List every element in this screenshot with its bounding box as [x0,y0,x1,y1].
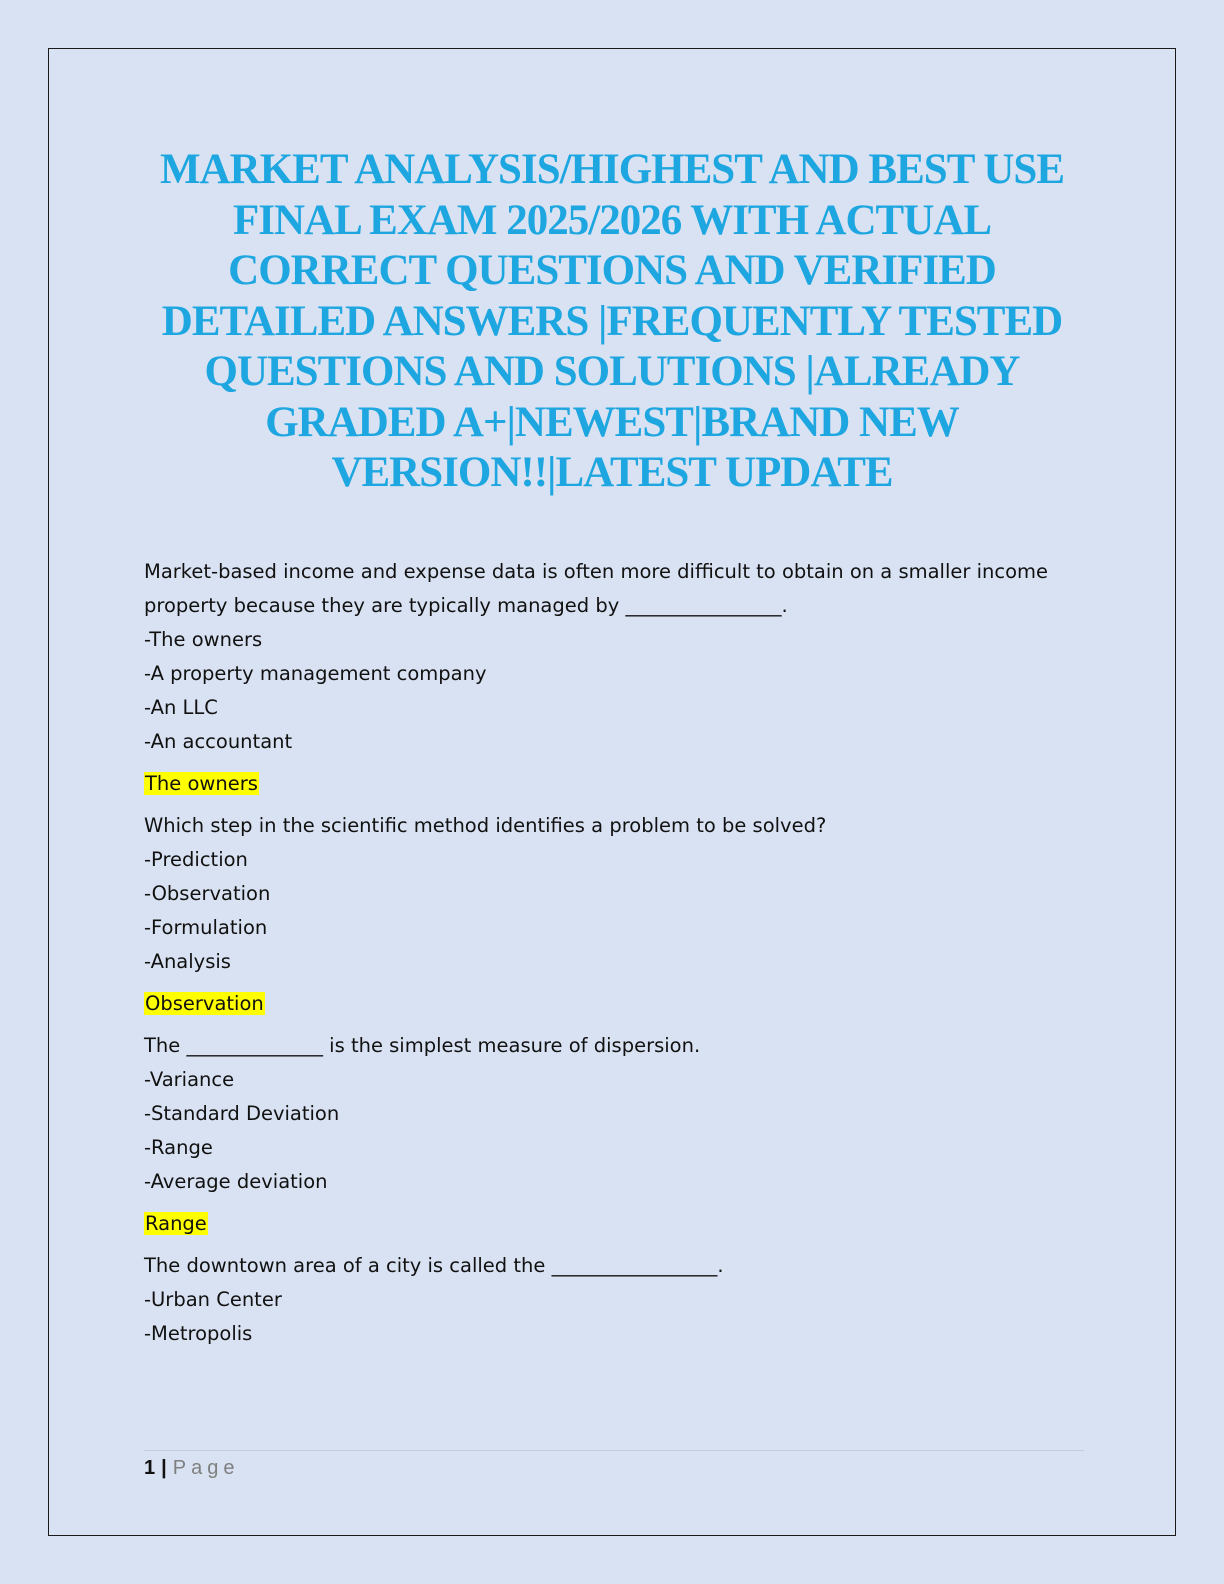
answer-option: -An accountant [144,730,293,753]
answer-option: -Prediction [144,848,248,871]
answer-option: -An LLC [144,696,218,719]
answer-option: -The owners [144,628,263,651]
answer-option: -Observation [144,882,271,905]
answer-option: -Variance [144,1068,235,1091]
answer-option: -Range [144,1136,213,1159]
correct-answer-row [144,979,1084,1029]
title-line: FINAL EXAM 2025/2026 WITH ACTUAL [232,196,992,244]
title-line: VERSION!!|LATEST UPDATE [331,449,893,496]
question-text: The downtown area of a city is called the _________________. [144,1254,724,1277]
page-footer [144,1453,239,1483]
question-text: Which step in the scientific method identifies a problem to be solved? [144,814,827,837]
page-label: Page [172,1457,240,1479]
question-block [144,1029,1084,1249]
document-title [120,145,1104,499]
title-line: GRADED A+|NEWEST|BRAND NEW [265,398,959,446]
answer-option: -Metropolis [144,1322,253,1345]
correct-answer-highlight: Range [145,1212,207,1235]
page-number: 1 [144,1457,156,1479]
question-text: property because they are typically managed by ________________. [144,594,788,617]
answer-option: -Average deviation [144,1170,328,1193]
footer-separator: | [161,1457,167,1479]
correct-answer-highlight: The owners [145,772,258,795]
question-text: Market-based income and expense data is often more difficult to obtain on a smaller income [144,560,1049,583]
title-line: MARKET ANALYSIS/HIGHEST AND BEST USE [160,146,1064,193]
title-line: CORRECT QUESTIONS AND VERIFIED [228,247,996,294]
title-line: DETAILED ANSWERS |FREQUENTLY TESTED [161,297,1063,345]
question-block [144,809,1084,1029]
answer-option: -Analysis [144,950,231,973]
answer-option: -A property management company [144,662,487,685]
question-list [144,555,1084,1351]
answer-option: -Urban Center [144,1288,282,1311]
correct-answer-row [144,759,1084,809]
question-block [144,1249,1084,1351]
answer-option: -Formulation [144,916,268,939]
answer-option: -Standard Deviation [144,1102,340,1125]
correct-answer-row [144,1199,1084,1249]
question-text: The ______________ is the simplest measure of dispersion. [144,1034,701,1057]
title-line: QUESTIONS AND SOLUTIONS |ALREADY [204,348,1020,395]
question-block [144,555,1084,809]
correct-answer-highlight: Observation [145,992,264,1015]
footer-divider [144,1450,1084,1451]
